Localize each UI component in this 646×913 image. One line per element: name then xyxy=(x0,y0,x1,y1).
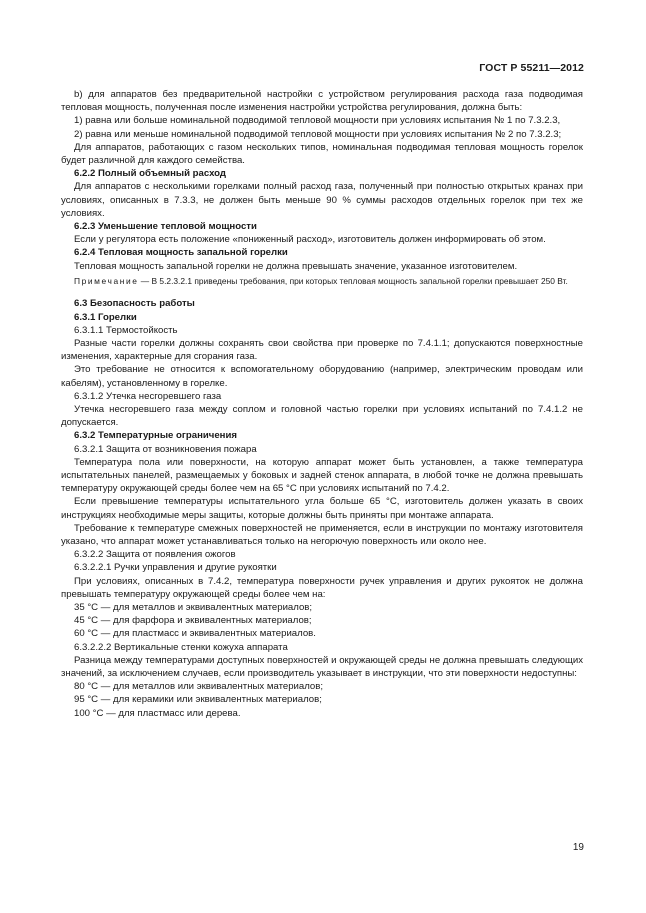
note-label: Примечание xyxy=(74,275,139,286)
body-paragraph: 60 °С — для пластмасс и эквивалентных материалов. xyxy=(74,628,316,640)
body-paragraph: Тепловая мощность запальной горелки не должна превышать значение, указанное изготовителем. xyxy=(74,260,518,272)
body-paragraph: Требование к температуре смежных поверхностей не применяется, если в инструкции по монтажу изготовителя указано, что аппарат может устанавливаться только на негорючую поверхность или около нее. xyxy=(61,522,583,547)
section-heading: 6.3.1 Горелки xyxy=(74,311,137,323)
body-paragraph: Утечка несгоревшего газа между соплом и головной частью горелки при условиях испытаний по 7.4.1.2 не допускается. xyxy=(61,403,583,429)
body-paragraph: 6.3.2.2 Защита от появления ожогов xyxy=(74,549,236,561)
body-paragraph: При условиях, описанных в 7.4.2, температура поверхности ручек управления и других рукояток не должна превышать температуру окружающей среды более чем на: xyxy=(61,575,583,600)
section-heading: 6.3.2 Температурные ограничения xyxy=(74,430,237,442)
body-paragraph: 6.3.2.2.1 Ручки управления и другие рукоятки xyxy=(74,562,277,574)
body-paragraph: 2) равна или меньше номинальной подводимой тепловой мощности при условиях испытания № 2 по 7.3.2.3; xyxy=(74,128,562,140)
body-paragraph: 6.3.2.1 Защита от возникновения пожара xyxy=(74,443,257,455)
section-heading: 6.2.4 Тепловая мощность запальной горелки xyxy=(74,247,288,259)
body-paragraph: Если у регулятора есть положение «пониженный расход», изготовитель должен информировать об этом. xyxy=(74,234,546,246)
body-paragraph: 100 °С — для пластмасс или дерева. xyxy=(74,707,241,719)
body-paragraph: 95 °С — для керамики или эквивалентных материалов; xyxy=(74,694,322,706)
body-paragraph: Это требование не относится к вспомогательному оборудованию (например, электрическим проводам или кабелям), установленному в горелке. xyxy=(61,364,583,389)
body-paragraph: 45 °С — для фарфора и эквивалентных материалов; xyxy=(74,615,312,627)
body-paragraph: b) для аппаратов без предварительной настройки с устройством регулирования расхода газа подводимая тепловая мощность, полученная после изменения настройки устройства регулирования, должна быть: xyxy=(61,89,583,114)
body-paragraph: 1) равна или больше номинальной подводимой тепловой мощности при условиях испытания № 1 по 7.3.2.3, xyxy=(74,115,561,127)
note-text: — В 5.2.3.2.1 приведены требования, при которых тепловая мощность запальной горелки превышает 250 Вт. xyxy=(138,275,568,286)
body-paragraph: Температура пола или поверхности, на которую аппарат может быть установлен, а также температура испытательных панелей, размещаемых у боковых и задней стенок аппарата, в любой точке не должна превышать температуру окружающей среды более чем на 65 °С при условиях испытаний по 7.4.2. xyxy=(61,456,583,495)
body-paragraph: Разные части горелки должны сохранять свои свойства при проверке по 7.4.1.1; допускаются поверхностные изменения, характерные для сгорания газа. xyxy=(61,337,583,363)
body-paragraph: Для аппаратов с несколькими горелками полный расход газа, полученный при полностью открытых кранах при условиях, описанных в 7.3.3, не должен быть меньше 90 % суммы расходов отдельных горелок при тех же условиях. xyxy=(61,181,583,219)
section-heading: 6.3 Безопасность работы xyxy=(74,298,195,310)
document-body xyxy=(61,88,583,720)
body-paragraph: 80 °С — для металлов или эквивалентных материалов; xyxy=(74,681,324,693)
body-paragraph: Разница между температурами доступных поверхностей и окружающей среды не должна превышать следующих значений, за исключением случаев, если производитель указывает в инструкции, что эти поверхности недоступны: xyxy=(61,654,583,680)
section-heading: 6.2.3 Уменьшение тепловой мощности xyxy=(74,221,257,233)
body-paragraph: 6.3.1.2 Утечка несгоревшего газа xyxy=(74,390,222,402)
section-heading: 6.2.2 Полный объемный расход xyxy=(74,168,227,180)
page-number: 19 xyxy=(572,842,584,853)
body-paragraph: 6.3.1.1 Термостойкость xyxy=(74,324,178,336)
body-paragraph: Если превышение температуры испытательного угла больше 65 °С, изготовитель должен указать в своих инструкциях необходимые меры защиты, которые должны быть приняты при монтаже аппарата. xyxy=(61,496,583,521)
body-paragraph: Для аппаратов, работающих с газом нескольких типов, номинальная подводимая тепловая мощность горелок будет различной для каждого семейства. xyxy=(61,141,583,167)
body-paragraph: 35 °С — для металлов и эквивалентных материалов; xyxy=(74,602,313,614)
document-header: ГОСТ Р 55211—2012 xyxy=(479,62,584,74)
body-paragraph: 6.3.2.2.2 Вертикальные стенки кожуха аппарата xyxy=(74,641,288,653)
note-paragraph xyxy=(61,276,583,288)
